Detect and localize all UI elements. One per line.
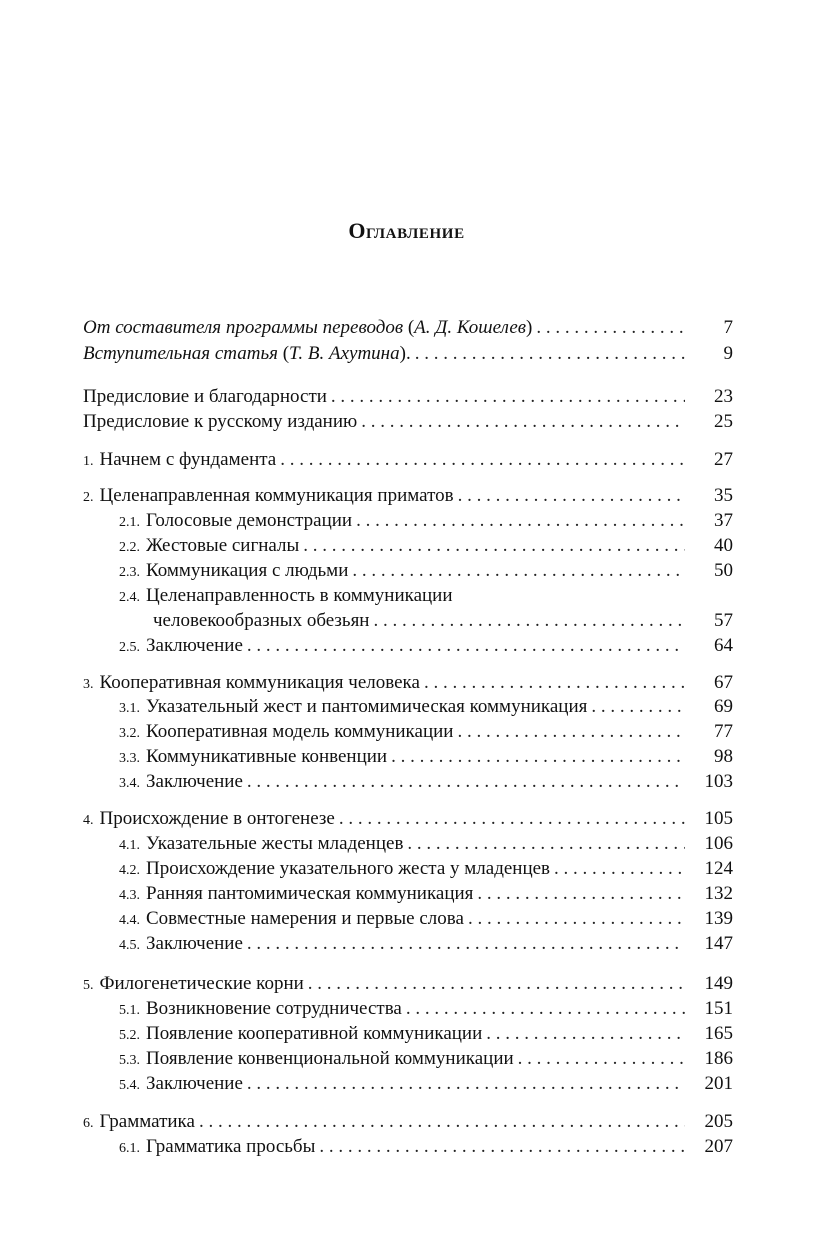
toc-chapter-4[interactable] bbox=[83, 806, 733, 832]
section-title: Появление кооперативной коммуникации bbox=[146, 1023, 483, 1044]
toc-section-4-1[interactable] bbox=[119, 831, 733, 857]
dot-leader bbox=[591, 694, 685, 720]
page-number: 147 bbox=[704, 933, 733, 954]
toc-section-4-3[interactable] bbox=[119, 881, 733, 907]
section-title: Происхождение указательного жеста у младенцев bbox=[146, 858, 551, 879]
page-number: 105 bbox=[704, 808, 733, 829]
toc-section-2-2[interactable] bbox=[119, 533, 733, 559]
chapter-title: Филогенетические корни bbox=[99, 973, 304, 994]
dot-leader bbox=[373, 608, 685, 634]
toc-section-4-5[interactable] bbox=[119, 931, 733, 957]
page-number: 201 bbox=[704, 1073, 733, 1094]
section-title: Заключение bbox=[146, 933, 243, 954]
page-number: 7 bbox=[723, 317, 733, 338]
dot-leader bbox=[458, 483, 685, 509]
page-number: 67 bbox=[714, 672, 733, 693]
toc-chapter-1[interactable] bbox=[83, 447, 733, 473]
toc-chapter-6[interactable] bbox=[83, 1109, 733, 1135]
dot-leader bbox=[518, 1046, 685, 1072]
section-title-continued: человекообразных обезьян bbox=[153, 610, 370, 631]
section-number: 5.1. bbox=[119, 1003, 140, 1018]
page-number: 37 bbox=[714, 510, 733, 531]
entry-title: Вступительная статья (Т. В. Ахутина). bbox=[83, 343, 411, 364]
section-title: Коммуникативные конвенции bbox=[146, 746, 388, 767]
page-number: 40 bbox=[714, 535, 733, 556]
page-number: 124 bbox=[704, 858, 733, 879]
dot-leader bbox=[391, 744, 685, 770]
page-title: Оглавление bbox=[348, 218, 465, 243]
section-number: 2.4. bbox=[119, 590, 140, 605]
dot-leader bbox=[247, 931, 685, 957]
page-number: 25 bbox=[714, 411, 733, 432]
toc-entry-front-1[interactable] bbox=[83, 315, 733, 341]
page-number: 23 bbox=[714, 386, 733, 407]
section-number: 3.1. bbox=[119, 701, 140, 716]
page-number: 207 bbox=[704, 1136, 733, 1157]
section-number: 4.4. bbox=[119, 913, 140, 928]
page-number: 57 bbox=[714, 610, 733, 631]
toc-entry-preface-2[interactable] bbox=[83, 409, 733, 435]
dot-leader bbox=[554, 856, 685, 882]
section-number: 4.1. bbox=[119, 838, 140, 853]
section-number: 2.2. bbox=[119, 540, 140, 555]
section-title: Указательный жест и пантомимическая коммуникация bbox=[146, 696, 588, 717]
dot-leader bbox=[280, 447, 685, 473]
section-title: Заключение bbox=[146, 635, 243, 656]
section-title: Целенаправленность в коммуникации bbox=[146, 585, 453, 606]
dot-leader bbox=[247, 769, 685, 795]
section-title: Ранняя пантомимическая коммуникация bbox=[146, 883, 474, 904]
dot-leader bbox=[352, 558, 685, 584]
toc-section-3-3[interactable] bbox=[119, 744, 733, 770]
page-number: 106 bbox=[704, 833, 733, 854]
page-number: 165 bbox=[704, 1023, 733, 1044]
section-number: 4.2. bbox=[119, 863, 140, 878]
dot-leader bbox=[477, 881, 685, 907]
dot-leader bbox=[424, 670, 685, 696]
toc-section-4-4[interactable] bbox=[119, 906, 733, 932]
section-number: 4.3. bbox=[119, 888, 140, 903]
section-number: 3.4. bbox=[119, 776, 140, 791]
chapter-number: 3. bbox=[83, 677, 94, 692]
section-title: Кооперативная модель коммуникации bbox=[146, 721, 454, 742]
chapter-number: 1. bbox=[83, 454, 94, 469]
toc-section-5-3[interactable] bbox=[119, 1046, 733, 1072]
page-number: 149 bbox=[704, 973, 733, 994]
dot-leader bbox=[361, 409, 685, 435]
toc-section-5-2[interactable] bbox=[119, 1021, 733, 1047]
dot-leader bbox=[486, 1021, 685, 1047]
chapter-title: Кооперативная коммуникация человека bbox=[99, 672, 420, 693]
toc-section-2-3[interactable] bbox=[119, 558, 733, 584]
section-title: Совместные намерения и первые слова bbox=[146, 908, 464, 929]
section-number: 6.1. bbox=[119, 1141, 140, 1156]
dot-leader bbox=[303, 533, 685, 559]
dot-leader bbox=[319, 1134, 685, 1160]
toc-section-4-2[interactable] bbox=[119, 856, 733, 882]
page-number: 77 bbox=[714, 721, 733, 742]
page-number: 151 bbox=[704, 998, 733, 1019]
page-number: 64 bbox=[714, 635, 733, 656]
section-number: 5.4. bbox=[119, 1078, 140, 1093]
chapter-title: Грамматика bbox=[99, 1111, 195, 1132]
toc-section-3-1[interactable] bbox=[119, 694, 733, 720]
section-title: Грамматика просьбы bbox=[146, 1136, 316, 1157]
section-title: Указательные жесты младенцев bbox=[146, 833, 404, 854]
toc-section-2-1[interactable] bbox=[119, 508, 733, 534]
section-title: Коммуникация с людьми bbox=[146, 560, 349, 581]
section-number: 2.1. bbox=[119, 515, 140, 530]
dot-leader bbox=[536, 315, 685, 341]
toc-chapter-5[interactable] bbox=[83, 971, 733, 997]
toc-section-5-1[interactable] bbox=[119, 996, 733, 1022]
page-number: 35 bbox=[714, 485, 733, 506]
page-number: 50 bbox=[714, 560, 733, 581]
dot-leader bbox=[356, 508, 685, 534]
toc-section-6-1[interactable] bbox=[119, 1134, 733, 1160]
section-number: 2.5. bbox=[119, 640, 140, 655]
chapter-title: Происхождение в онтогенезе bbox=[99, 808, 335, 829]
section-title: Заключение bbox=[146, 1073, 243, 1094]
dot-leader bbox=[199, 1109, 685, 1135]
page-number: 103 bbox=[704, 771, 733, 792]
section-number: 3.2. bbox=[119, 726, 140, 741]
dot-leader bbox=[308, 971, 685, 997]
chapter-number: 5. bbox=[83, 978, 94, 993]
dot-leader bbox=[339, 806, 685, 832]
section-number: 5.3. bbox=[119, 1053, 140, 1068]
chapter-number: 2. bbox=[83, 490, 94, 505]
dot-leader bbox=[406, 996, 685, 1022]
toc-section-2-5[interactable] bbox=[119, 633, 733, 659]
page-number: 27 bbox=[714, 449, 733, 470]
dot-leader bbox=[415, 341, 685, 367]
toc-section-3-4[interactable] bbox=[119, 769, 733, 795]
page-number: 98 bbox=[714, 746, 733, 767]
toc-section-3-2[interactable] bbox=[119, 719, 733, 745]
dot-leader bbox=[457, 719, 685, 745]
chapter-number: 4. bbox=[83, 813, 94, 828]
toc-section-2-4[interactable] bbox=[119, 608, 733, 634]
page-number: 139 bbox=[704, 908, 733, 929]
page-number: 132 bbox=[704, 883, 733, 904]
dot-leader bbox=[468, 906, 685, 932]
page-number: 9 bbox=[723, 343, 733, 364]
section-number: 5.2. bbox=[119, 1028, 140, 1043]
dot-leader bbox=[407, 831, 685, 857]
dot-leader bbox=[247, 633, 685, 659]
section-number: 4.5. bbox=[119, 938, 140, 953]
entry-title: Предисловие и благодарности bbox=[83, 386, 327, 407]
chapter-title: Начнем с фундамента bbox=[99, 449, 277, 470]
section-number: 2.3. bbox=[119, 565, 140, 580]
section-number: 3.3. bbox=[119, 751, 140, 766]
toc-section-5-4[interactable] bbox=[119, 1071, 733, 1097]
chapter-title: Целенаправленная коммуникация приматов bbox=[99, 485, 454, 506]
section-title: Возникновение сотрудничества bbox=[146, 998, 402, 1019]
toc-chapter-3[interactable] bbox=[83, 670, 733, 696]
toc-section-2-4-line1[interactable] bbox=[119, 583, 733, 609]
chapter-number: 6. bbox=[83, 1116, 94, 1131]
section-title: Появление конвенциональной коммуникации bbox=[146, 1048, 514, 1069]
toc-chapter-2[interactable] bbox=[83, 483, 733, 509]
page-number: 69 bbox=[714, 696, 733, 717]
dot-leader bbox=[247, 1071, 685, 1097]
entry-title: Предисловие к русскому изданию bbox=[83, 411, 358, 432]
dot-leader bbox=[331, 384, 685, 410]
toc-entry-front-2[interactable] bbox=[83, 341, 733, 367]
section-title: Заключение bbox=[146, 771, 243, 792]
section-title: Жестовые сигналы bbox=[146, 535, 300, 556]
entry-title: От составителя программы переводов (А. Д. Кошелев) bbox=[83, 317, 533, 338]
page-number: 186 bbox=[704, 1048, 733, 1069]
toc-entry-preface-1[interactable] bbox=[83, 384, 733, 410]
section-title: Голосовые демонстрации bbox=[146, 510, 353, 531]
page-number: 205 bbox=[704, 1111, 733, 1132]
